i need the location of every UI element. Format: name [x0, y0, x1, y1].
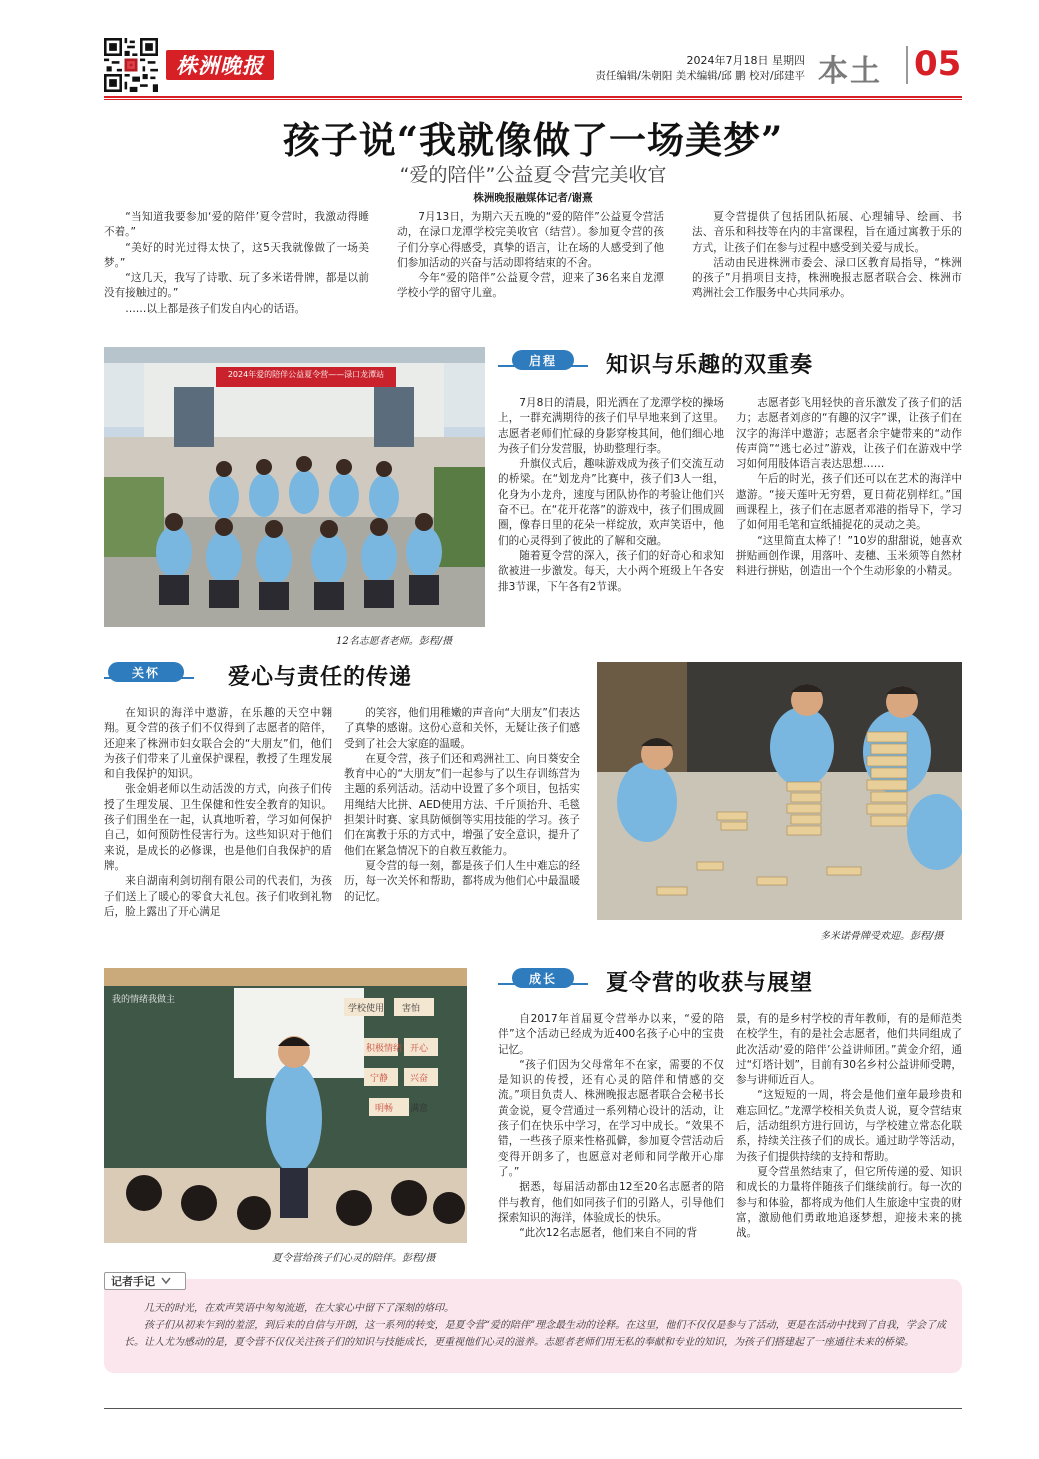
section1-title: 知识与乐趣的双重奏: [606, 352, 814, 378]
photo-caption-2: 多米诺骨牌受欢迎。彭程/摄: [820, 931, 944, 942]
footer-rule: [104, 1408, 962, 1409]
editor-line: 责任编辑/朱朝阳 美术编辑/邱 鹏 校对/邱建平: [595, 70, 805, 82]
header-rule-thin: [104, 99, 962, 100]
section-name: 本土: [818, 54, 882, 89]
photo-banner-text: 2024年爱的陪伴公益夏令营——渌口龙潭站: [227, 370, 385, 379]
photo-caption-1: 12名志愿者老师。彭程/摄: [336, 636, 453, 647]
section2-column-2: 的笑容，他们用稚嫩的声音向“大朋友”们表达了真挚的感谢。这份心意和关怀，无疑让孩子们感受到了社会大家庭的温暖。 在夏令营，孩子们还和鸡洲社工、向日葵安全教育中心的“大朋友”们一起参与了以生存训练营为主题的系列活动。活动中设置了多个项目，包括实用绳结大比拼、AED使用方法、千斤顶抬升、毛毯担架计时赛、家具防倾倒等实用技能的学习。孩子们在寓教于乐的方式中，增强了安全意识，提升了他们在紧急情况下的自救互救能力。 夏令营的每一刻，都是孩子们人生中难忘的经历，每一次关怀和帮助，都将成为他们心中最温暖的记忆。: [344, 707, 580, 903]
section3-column-2: 景，有的是乡村学校的青年教师，有的是师范类在校学生，有的是社会志愿者，他们共同组成了此次活动‘爱的陪伴’公益讲师团。”黄金介绍，通过“灯塔计划”，目前有30名乡村公益讲师受聘，参与讲师近百人。 “这短短的一周，将会是他们童年最珍贵和难忘回忆。”龙潭学校相关负责人说，夏令营结束后，活动组织方进行回访，与学校建立常态化联系，持续关注孩子们的成长。通过助学等活动，为孩子们提供持续的支持和帮助。 夏令营虽然结束了，但它所传递的爱、知识和成长的力量将伴随孩子们继续前行。每一次的参与和体验，都将成为他们人生旅途中宝贵的财富，激励他们勇敢地追逐梦想，迎接未来的挑战。: [736, 1013, 962, 1240]
volunteers-photo: [104, 347, 485, 627]
volunteers-photo-art: [104, 347, 485, 627]
intro-column-2: 7月13日，为期六天五晚的“爱的陪伴”公益夏令营活动，在渌口龙潭学校完美收官（结营）。参加夏令营的孩子们分享心得感受，真挚的语言，让在场的人感受到了他们参加活动的兴奋与活动即将结束的不舍。 今年“爱的陪伴”公益夏令营，迎来了36名来自龙潭学校小学的留守儿童。: [397, 211, 664, 300]
photo-caption-3: 夏令营给孩子们心灵的陪伴。彭程/摄: [272, 1253, 436, 1264]
page-number: 05: [914, 44, 962, 84]
section3-tag: 成长: [512, 968, 574, 988]
classroom-photo: [104, 968, 467, 1243]
board-words: 学校使用 害怕 我的情绪我做主 积极情绪 开心 宁静 兴奋 明畅 满意: [112, 995, 429, 1114]
paper-logo: [166, 50, 274, 80]
domino-photo: [597, 662, 962, 920]
reporter-notes-text: 几天的时光，在欢声笑语中匆匆流逝，在大家心中留下了深刻的烙印。 孩子们从初来乍到的羞涩，到后来的自信与开朗，这一系列的转变，是夏令营“爱的陪伴”理念最生动的诠释。在这里，他们不仅仅是参与了活动，更是在活动中找到了自我，学会了成长。让人尤为感动的是，夏令营不仅仅关注孩子们的知识与技能成长，更重视他们心灵的滋养。志愿者老师们用无私的奉献和专业的知识，为孩子们搭建起了一座通往未来的桥梁。: [124, 1303, 946, 1348]
header-rule: [104, 96, 962, 98]
section1-column-1: 7月8日的清晨，阳光洒在了龙潭学校的操场上，一群充满期待的孩子们早早地来到了这里。志愿者老师们忙碌的身影穿梭其间，他们细心地为孩子们分发营服，协助整理行李。 升旗仪式后，趣味游戏成为孩子们交流互动的桥梁。在“划龙舟”比赛中，孩子们3人一组，化身为小龙舟，速度与团队协作的考验让他们兴奋不已。在“花开花落”的游戏中，孩子们围成圆圈，像春日里的花朵一样绽放，欢声笑语中，他们的心灵得到了彼此的了解和交融。 随着夏令营的深入，孩子们的好奇心和求知欲被进一步激发。每天，大小两个班级上午各安排3节课，下午各有2节课。: [498, 397, 724, 593]
qr-code-icon[interactable]: [104, 38, 158, 92]
intro-column-3: 夏令营提供了包括团队拓展、心理辅导、绘画、书法、音乐和科技等在内的丰富课程，旨在通过寓教于乐的方式，让孩子们在参与过程中感受到关爱与成长。 活动由民进株洲市委会、渌口区教育局指导，“株洲的孩子”月捐项目支持，株洲晚报志愿者联合会、株洲市鸡洲社会工作服务中心共同承办。: [692, 211, 962, 300]
article-title: 孩子说“我就像做了一场美梦”: [282, 118, 784, 162]
paper-name: 株洲晚报: [176, 53, 264, 78]
section3-title: 夏令营的收获与展望: [606, 970, 814, 996]
section2-column-1: 在知识的海洋中遨游，在乐趣的天空中翱翔。夏令营的孩子们不仅得到了志愿者的陪伴，还迎来了株洲市妇女联合会的“大朋友”们，他们为孩子们带来了儿童保护课程，教授了生理发展和自我保护的知识。 张金娟老师以生动活泼的方式，向孩子们传授了生理发展、卫生保健和性安全教育的知识。孩子们围坐在一起，认真地听着，学习如何保护自己，如何预防性侵害行为。这些知识对于他们来说，是成长的必修课，也是他们自我保护的盾牌。 来自湖南利剑切削有限公司的代表们，为孩子们送上了暖心的零食大礼包。孩子们收到礼物后，脸上露出了开心满足: [104, 707, 332, 918]
domino-photo-art: [597, 662, 962, 920]
intro-column-1: “当知道我要参加‘爱的陪伴’夏令营时，我激动得睡不着。” “美好的时光过得太快了，这5天我就像做了一场美梦。” “这几天，我写了诗歌、玩了多米诺骨牌，都是以前没有接触过的。” ……以上都是孩子们发自内心的话语。: [104, 211, 369, 315]
section2-tag: 关怀: [108, 662, 184, 682]
date-line: 2024年7月18日 星期四: [686, 54, 805, 67]
section1-column-2: 志愿者彭飞用轻快的音乐激发了孩子们的活力；志愿者刘彦的“有趣的汉字”课，让孩子们在汉字的海洋中遨游；志愿者余宇婕带来的“动作传声筒”“逃七必过”游戏，让孩子们在游戏中学习如何用肢体语言表达思想…… 午后的时光，孩子们还可以在艺术的海洋中遨游。“接天莲叶无穷碧，夏日荷花别样红。”国画课程上，孩子们在志愿者邓港的指导下，学习了如何用毛笔和宣纸捕捉花的灵动之美。 “这里简直太棒了！”10岁的甜甜说，她喜欢拼贴画创作课，用落叶、麦穗、玉米须等自然材料进行拼贴，创造出一个个生动形象的小精灵。: [736, 397, 962, 578]
section2-title: 爱心与责任的传递: [228, 664, 413, 690]
reporter-notes-label: 记者手记: [104, 1272, 186, 1290]
byline: 株洲晚报融媒体记者/谢熹: [473, 192, 593, 204]
article-subtitle: “爱的陪伴”公益夏令营完美收官: [399, 164, 667, 186]
section3-column-1: 自2017年首届夏令营举办以来，“爱的陪伴”这个活动已经成为近400名孩子心中的宝贵记忆。 “孩子们因为父母常年不在家，需要的不仅是知识的传授，还有心灵的陪伴和情感的交流。”项目负责人、株洲晚报志愿者联合会秘书长黄金说，夏令营通过一系列精心设计的活动，让孩子们在快乐中学习，在学习中成长。“效果不错，一些孩子原来性格孤僻，参加夏令营活动后变得开朗多了，也愿意对老师和同学敞开心扉了。” 据悉，每届活动都由12至20名志愿者的陪伴与教育，他们如同孩子们的引路人，引导他们探索知识的海洋，体验成长的快乐。 “此次12名志愿者，他们来自不同的背: [498, 1013, 724, 1240]
header-divider: [906, 46, 908, 84]
section1-tag: 启程: [512, 350, 574, 370]
chevron-down-icon: [161, 1277, 171, 1285]
